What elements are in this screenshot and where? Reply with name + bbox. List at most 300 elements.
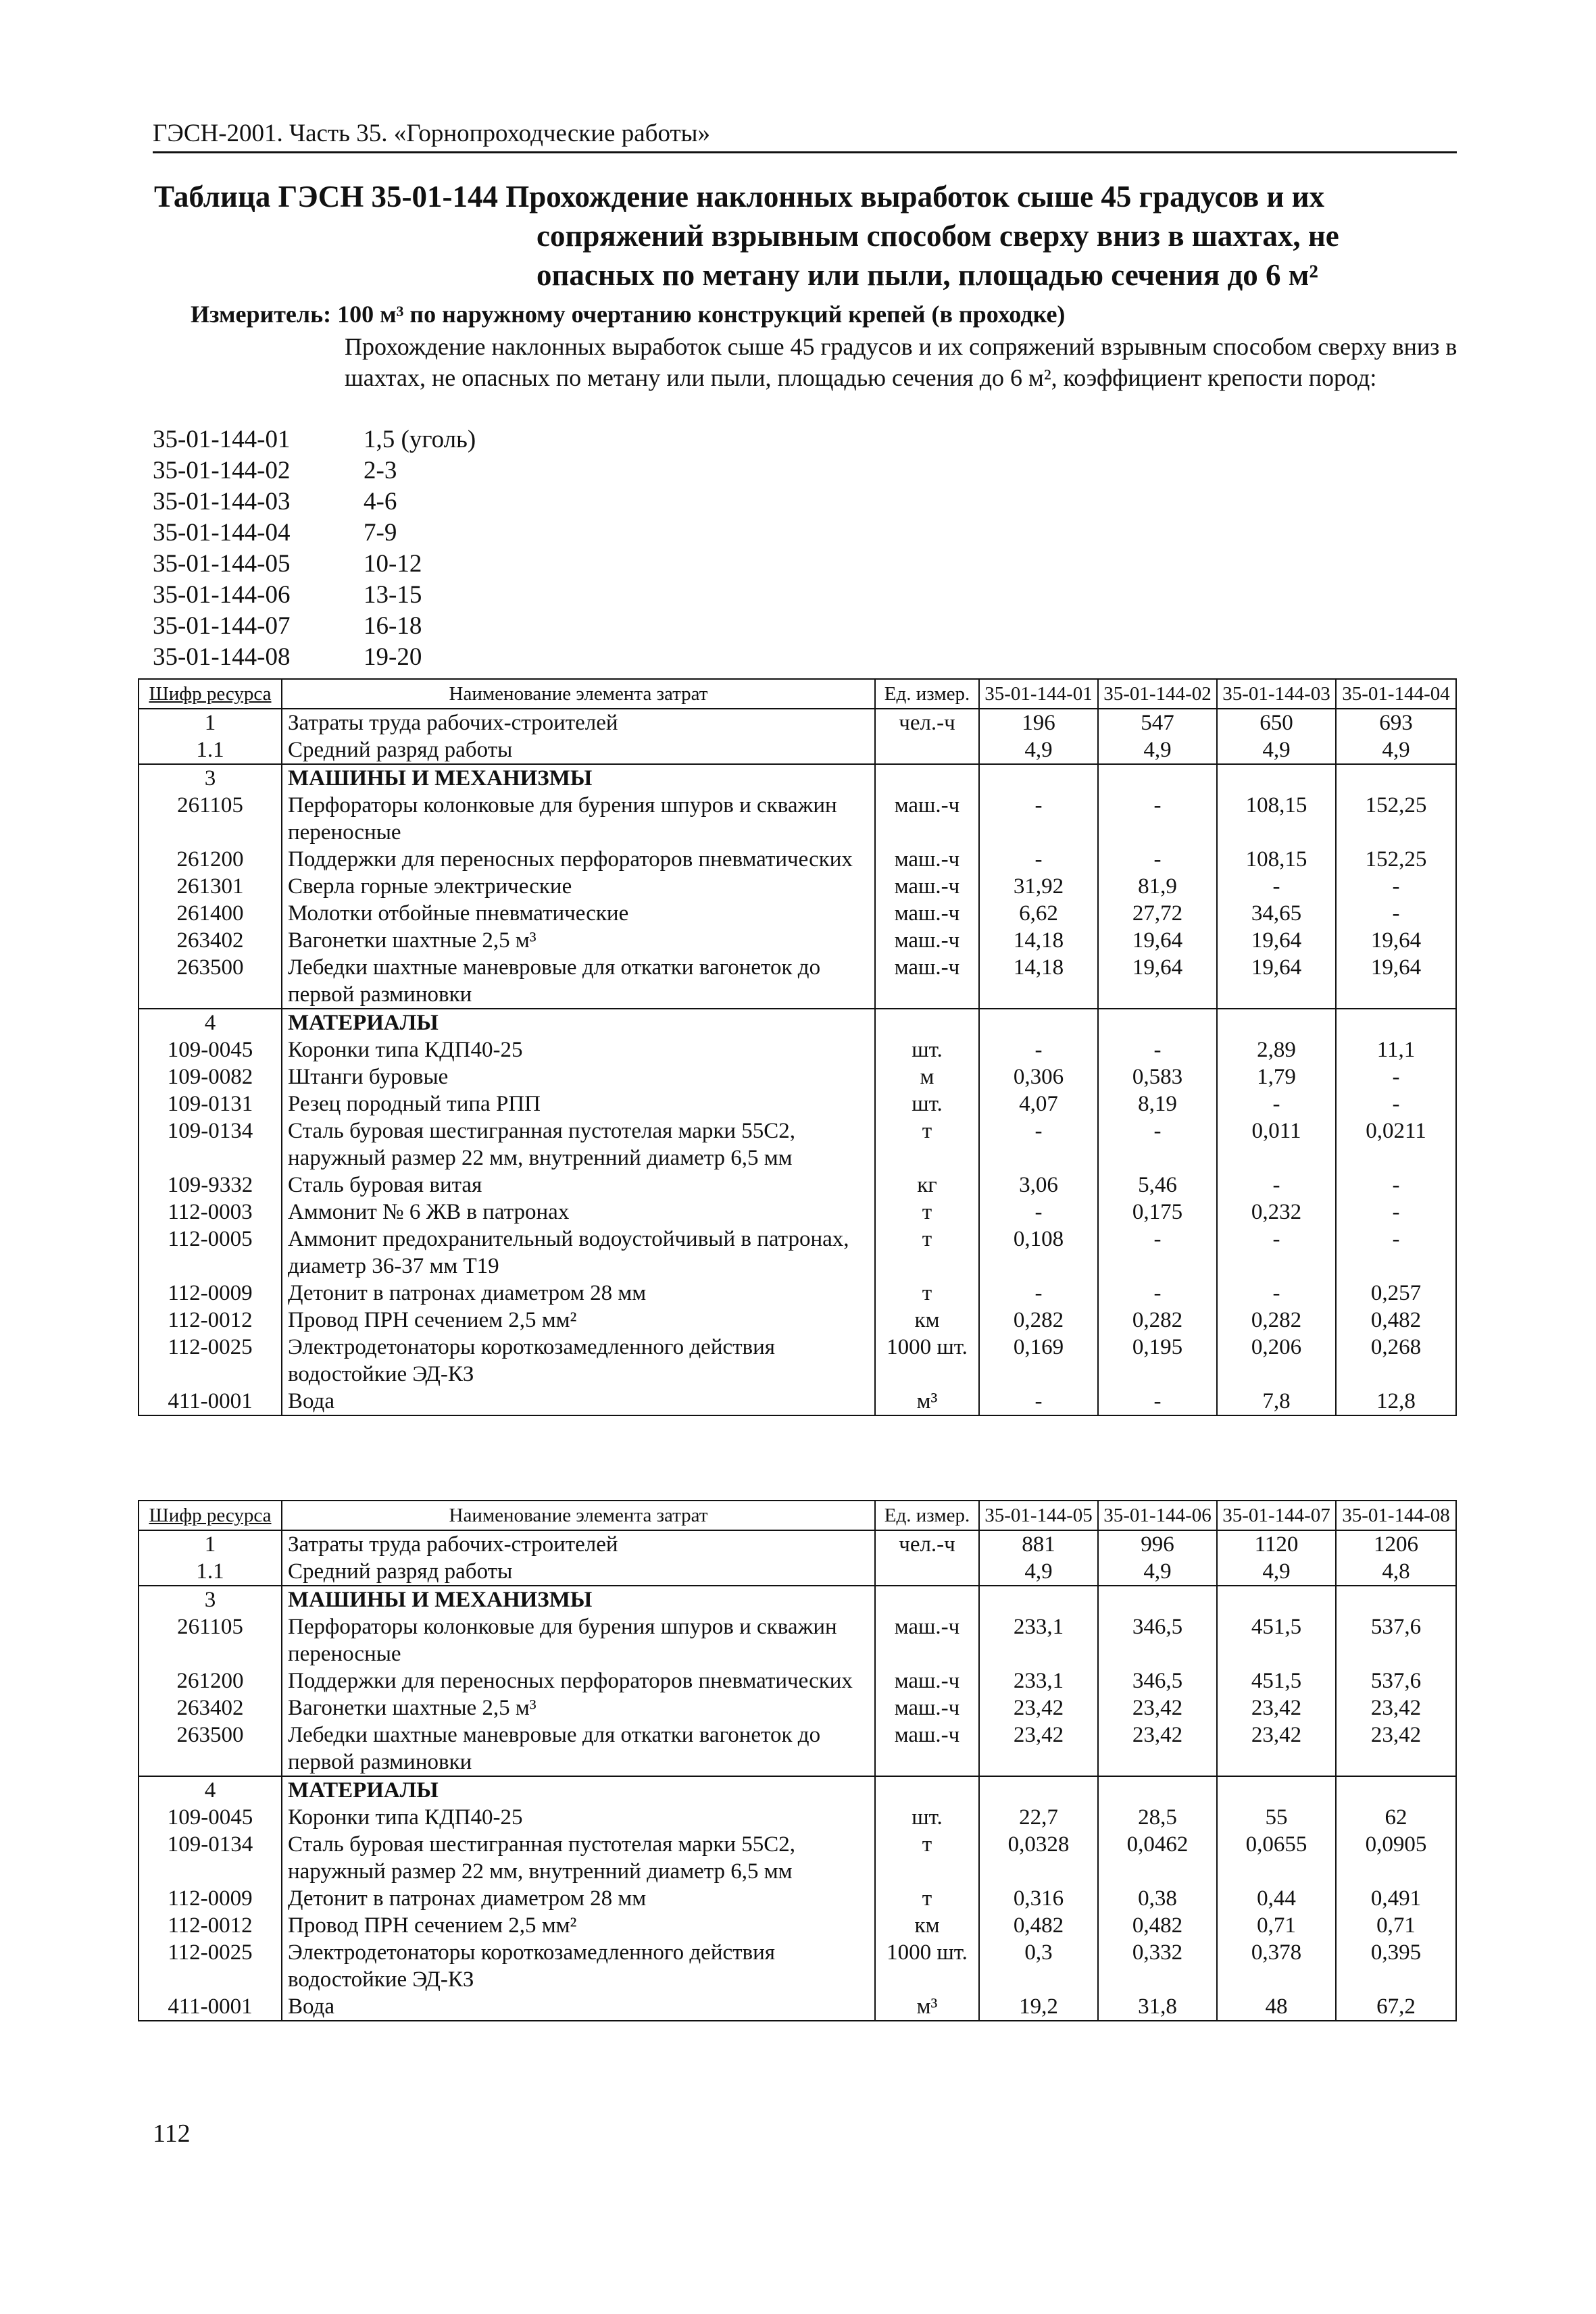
norm-value: 0,232: [1217, 1199, 1336, 1226]
norm-value: 5,46: [1098, 1172, 1217, 1199]
resource-code: 411-0001: [139, 1993, 282, 2021]
norm-value: 0,306: [979, 1063, 1098, 1090]
unit-of-measure: маш.-ч: [875, 1667, 979, 1694]
norm-value: -: [1336, 900, 1456, 927]
norm-value: 0,491: [1336, 1885, 1456, 1912]
norm-value: 537,6: [1336, 1613, 1456, 1667]
code-list-item: [153, 518, 476, 549]
norm-value: 48: [1217, 1993, 1336, 2021]
norm-value: 27,72: [1098, 900, 1217, 927]
norm-value: 4,9: [1217, 1558, 1336, 1586]
resource-code: 109-0082: [139, 1063, 282, 1090]
resource-code: 263402: [139, 927, 282, 954]
unit-of-measure: [875, 1776, 979, 1804]
running-header: ГЭСН-2001. Часть 35. «Горнопроходческие работы»: [153, 120, 711, 147]
resource-code: 109-0134: [139, 1117, 282, 1172]
norm-value: -: [1336, 873, 1456, 900]
norm-value: 81,9: [1098, 873, 1217, 900]
resource-table-2: [138, 1500, 1457, 2021]
table-row: [139, 1226, 1456, 1280]
unit-of-measure: чел.-ч: [875, 709, 979, 736]
norm-value: 4,9: [1336, 736, 1456, 764]
norm-value: [979, 764, 1098, 792]
resource-code: 3: [139, 764, 282, 792]
norm-value: [1217, 1586, 1336, 1613]
norm-value: [1336, 764, 1456, 792]
unit-of-measure: т: [875, 1831, 979, 1885]
norm-value: 346,5: [1098, 1667, 1217, 1694]
table-row: [139, 900, 1456, 927]
norm-value: -: [1098, 792, 1217, 846]
resource-code: 261301: [139, 873, 282, 900]
header-code: Шифр ресурса: [139, 679, 282, 709]
table-header-row: [139, 679, 1456, 709]
unit-of-measure: т: [875, 1199, 979, 1226]
norm-value: 451,5: [1217, 1613, 1336, 1667]
norm-value: 233,1: [979, 1667, 1098, 1694]
norm-value: 0,0655: [1217, 1831, 1336, 1885]
norm-value: 23,42: [1217, 1721, 1336, 1776]
norm-value: -: [1336, 1226, 1456, 1280]
cost-element-name: Детонит в патронах диаметром 28 мм: [282, 1885, 875, 1912]
norm-value: 0,0328: [979, 1831, 1098, 1885]
resource-code: 109-0045: [139, 1036, 282, 1063]
norm-value: 0,44: [1217, 1885, 1336, 1912]
unit-of-measure: т: [875, 1226, 979, 1280]
code-list-item: [153, 580, 476, 611]
table-row: [139, 736, 1456, 764]
cost-element-name: МАШИНЫ И МЕХАНИЗМЫ: [282, 764, 875, 792]
norm-value: 2,89: [1217, 1036, 1336, 1063]
resource-code: 112-0025: [139, 1939, 282, 1993]
norm-value: [979, 1009, 1098, 1036]
page-number: 112: [153, 2119, 191, 2148]
norm-value: -: [1098, 1388, 1217, 1415]
work-description: Прохождение наклонных выработок сыше 45 градусов и их сопряжений взрывным способом сверху вниз в шахтах, не опасных по метану или пыли, площадью сечения до 6 м², коэффициент крепости пород:: [345, 333, 1457, 391]
norm-value: 881: [979, 1530, 1098, 1558]
norm-value: 31,8: [1098, 1993, 1217, 2021]
norm-value: 23,42: [979, 1694, 1098, 1721]
norm-value: 6,62: [979, 900, 1098, 927]
table-row: [139, 1036, 1456, 1063]
cost-element-name: МАТЕРИАЛЫ: [282, 1776, 875, 1804]
table-row: [139, 846, 1456, 873]
cost-element-name: Резец породный типа РПП: [282, 1090, 875, 1117]
norm-value: -: [979, 792, 1098, 846]
cost-element-name: Провод ПРН сечением 2,5 мм²: [282, 1307, 875, 1334]
unit-of-measure: маш.-ч: [875, 1694, 979, 1721]
table-row: [139, 1530, 1456, 1558]
norm-value: 0,268: [1336, 1334, 1456, 1388]
unit-of-measure: маш.-ч: [875, 873, 979, 900]
norm-value: 14,18: [979, 954, 1098, 1009]
norm-value: 23,42: [1217, 1694, 1336, 1721]
norm-value: -: [979, 1388, 1098, 1415]
code-list-item: [153, 455, 476, 486]
resource-code: 112-0009: [139, 1885, 282, 1912]
resource-code: 1: [139, 1530, 282, 1558]
norm-value: -: [1098, 1036, 1217, 1063]
norm-value: 8,19: [1098, 1090, 1217, 1117]
norm-value: -: [1217, 1280, 1336, 1307]
table-row: [139, 1912, 1456, 1939]
unit-of-measure: км: [875, 1307, 979, 1334]
resource-code: 261200: [139, 846, 282, 873]
code-number: 35-01-144-03: [153, 488, 291, 515]
table-row: [139, 1885, 1456, 1912]
unit-of-measure: 1000 шт.: [875, 1334, 979, 1388]
cost-element-name: МАШИНЫ И МЕХАНИЗМЫ: [282, 1586, 875, 1613]
table-row: [139, 1721, 1456, 1776]
unit-of-measure: маш.-ч: [875, 1721, 979, 1776]
norm-value: 233,1: [979, 1613, 1098, 1667]
table-title: [154, 177, 1451, 295]
norm-value: 23,42: [1336, 1721, 1456, 1776]
norm-value: 0,583: [1098, 1063, 1217, 1090]
unit-of-measure: чел.-ч: [875, 1530, 979, 1558]
norm-value: 19,64: [1098, 927, 1217, 954]
norm-value: 0,0462: [1098, 1831, 1217, 1885]
cost-element-name: Сверла горные электрические: [282, 873, 875, 900]
table-row: [139, 1586, 1456, 1613]
cost-element-name: Коронки типа КДП40-25: [282, 1036, 875, 1063]
norm-value: 19,64: [1098, 954, 1217, 1009]
norm-value: 152,25: [1336, 792, 1456, 846]
table-row: [139, 1063, 1456, 1090]
resource-code: 1.1: [139, 1558, 282, 1586]
norm-value: 4,9: [979, 1558, 1098, 1586]
cost-element-name: Вода: [282, 1388, 875, 1415]
norm-value: 0,332: [1098, 1939, 1217, 1993]
norm-value: 4,8: [1336, 1558, 1456, 1586]
resource-code: 112-0003: [139, 1199, 282, 1226]
norm-value: 23,42: [1336, 1694, 1456, 1721]
norm-value: 19,64: [1336, 927, 1456, 954]
norm-value: [1336, 1776, 1456, 1804]
norm-value: -: [1336, 1063, 1456, 1090]
norm-value: 0,395: [1336, 1939, 1456, 1993]
norm-value: 693: [1336, 709, 1456, 736]
resource-code: 261105: [139, 1613, 282, 1667]
norm-value: 19,64: [1336, 954, 1456, 1009]
norm-value: [979, 1586, 1098, 1613]
norm-value: -: [1336, 1090, 1456, 1117]
unit-of-measure: маш.-ч: [875, 846, 979, 873]
cost-element-name: Штанги буровые: [282, 1063, 875, 1090]
code-coefficient: 19-20: [364, 643, 422, 671]
code-list-item: [153, 611, 476, 642]
code-coefficient: 7-9: [364, 519, 397, 547]
cost-element-name: Сталь буровая шестигранная пустотелая марки 55С2, наружный размер 22 мм, внутренний диаметр 6,5 мм: [282, 1831, 875, 1885]
header-code: Шифр ресурса: [139, 1501, 282, 1530]
norm-value: 0,482: [1336, 1307, 1456, 1334]
header-unit: Ед. измер.: [875, 1501, 979, 1530]
header-col-1: 35-01-144-05: [979, 1501, 1098, 1530]
unit-of-measure: т: [875, 1117, 979, 1172]
cost-element-name: Детонит в патронах диаметром 28 мм: [282, 1280, 875, 1307]
cost-element-name: Поддержки для переносных перфораторов пневматических: [282, 1667, 875, 1694]
code-coefficient: 4-6: [364, 488, 397, 515]
table-row: [139, 709, 1456, 736]
norm-value: 4,07: [979, 1090, 1098, 1117]
header-col-3: 35-01-144-07: [1217, 1501, 1336, 1530]
cost-element-name: Провод ПРН сечением 2,5 мм²: [282, 1912, 875, 1939]
cost-element-name: Вагонетки шахтные 2,5 м³: [282, 1694, 875, 1721]
norm-value: 152,25: [1336, 846, 1456, 873]
title-line-2: сопряжений взрывным способом сверху вниз в шахтах, не: [537, 219, 1339, 253]
norm-value: -: [1098, 1117, 1217, 1172]
table-row: [139, 1117, 1456, 1172]
norm-value: 650: [1217, 709, 1336, 736]
table-row: [139, 1667, 1456, 1694]
norm-value: 0,282: [979, 1307, 1098, 1334]
norm-value: 0,175: [1098, 1199, 1217, 1226]
header-unit: Ед. измер.: [875, 679, 979, 709]
norm-value: [1217, 764, 1336, 792]
cost-element-name: МАТЕРИАЛЫ: [282, 1009, 875, 1036]
norm-value: 0,257: [1336, 1280, 1456, 1307]
norm-value: 346,5: [1098, 1613, 1217, 1667]
norm-value: 0,3: [979, 1939, 1098, 1993]
code-number: 35-01-144-02: [153, 457, 291, 484]
resource-code: 109-9332: [139, 1172, 282, 1199]
cost-element-name: Сталь буровая витая: [282, 1172, 875, 1199]
norm-value: 0,71: [1336, 1912, 1456, 1939]
norm-value: [1217, 1009, 1336, 1036]
cost-element-name: Перфораторы колонковые для бурения шпуров и скважин переносные: [282, 1613, 875, 1667]
resource-code: 112-0009: [139, 1280, 282, 1307]
norm-value: -: [979, 846, 1098, 873]
norm-value: -: [979, 1199, 1098, 1226]
resource-code: 112-0012: [139, 1307, 282, 1334]
code-list-item: [153, 486, 476, 518]
norm-value: -: [979, 1036, 1098, 1063]
norm-value: 55: [1217, 1804, 1336, 1831]
cost-element-name: Вагонетки шахтные 2,5 м³: [282, 927, 875, 954]
norm-value: 19,64: [1217, 927, 1336, 954]
norm-value: 0,169: [979, 1334, 1098, 1388]
unit-of-measure: маш.-ч: [875, 927, 979, 954]
code-list-item: [153, 424, 476, 455]
cost-element-name: Средний разряд работы: [282, 736, 875, 764]
unit-of-measure: маш.-ч: [875, 900, 979, 927]
norm-value: 547: [1098, 709, 1217, 736]
norm-value: 4,9: [1098, 736, 1217, 764]
norm-value: 0,378: [1217, 1939, 1336, 1993]
norm-value: 108,15: [1217, 792, 1336, 846]
norm-value: 0,282: [1217, 1307, 1336, 1334]
norm-value: 34,65: [1217, 900, 1336, 927]
table-row: [139, 1694, 1456, 1721]
table-row: [139, 1280, 1456, 1307]
code-list: [153, 424, 476, 673]
norm-value: 7,8: [1217, 1388, 1336, 1415]
norm-value: 0,316: [979, 1885, 1098, 1912]
unit-of-measure: м³: [875, 1993, 979, 2021]
norm-value: -: [1336, 1172, 1456, 1199]
resource-code: 261105: [139, 792, 282, 846]
unit-of-measure: кг: [875, 1172, 979, 1199]
unit-of-measure: км: [875, 1912, 979, 1939]
norm-value: 0,0211: [1336, 1117, 1456, 1172]
table-row: [139, 792, 1456, 846]
resource-code: 112-0012: [139, 1912, 282, 1939]
norm-value: -: [1098, 1226, 1217, 1280]
cost-element-name: Электродетонаторы короткозамедленного действия водостойкие ЭД-КЗ: [282, 1939, 875, 1993]
norm-value: -: [1217, 1226, 1336, 1280]
norm-value: 14,18: [979, 927, 1098, 954]
resource-code: 112-0005: [139, 1226, 282, 1280]
norm-value: 23,42: [979, 1721, 1098, 1776]
code-number: 35-01-144-07: [153, 612, 291, 640]
norm-value: 108,15: [1217, 846, 1336, 873]
header-col-4: 35-01-144-04: [1336, 679, 1456, 709]
resource-code: 112-0025: [139, 1334, 282, 1388]
code-number: 35-01-144-05: [153, 550, 291, 578]
table-row: [139, 927, 1456, 954]
cost-element-name: Аммонит предохранительный водоустойчивый в патронах, диаметр 36-37 мм Т19: [282, 1226, 875, 1280]
norm-value: 28,5: [1098, 1804, 1217, 1831]
header-name: Наименование элемента затрат: [282, 679, 875, 709]
table-row: [139, 1388, 1456, 1415]
table-row: [139, 1307, 1456, 1334]
norm-value: 0,0905: [1336, 1831, 1456, 1885]
table-row: [139, 954, 1456, 1009]
norm-value: 537,6: [1336, 1667, 1456, 1694]
norm-value: 0,282: [1098, 1307, 1217, 1334]
header-rule: [153, 151, 1457, 153]
norm-value: 3,06: [979, 1172, 1098, 1199]
norm-value: 4,9: [979, 736, 1098, 764]
resource-code: 261400: [139, 900, 282, 927]
code-coefficient: 13-15: [364, 581, 422, 609]
norm-value: -: [1217, 1172, 1336, 1199]
code-coefficient: 1,5 (уголь): [364, 426, 476, 453]
resource-code: 109-0131: [139, 1090, 282, 1117]
resource-code: 261200: [139, 1667, 282, 1694]
unit-of-measure: т: [875, 1280, 979, 1307]
cost-element-name: Аммонит № 6 ЖВ в патронах: [282, 1199, 875, 1226]
norm-value: 19,2: [979, 1993, 1098, 2021]
norm-value: 196: [979, 709, 1098, 736]
table-row: [139, 873, 1456, 900]
unit-of-measure: [875, 1009, 979, 1036]
norm-value: 23,42: [1098, 1721, 1217, 1776]
unit-of-measure: маш.-ч: [875, 1613, 979, 1667]
table-row: [139, 1009, 1456, 1036]
norm-value: -: [1217, 873, 1336, 900]
unit-of-measure: [875, 1558, 979, 1586]
norm-value: 451,5: [1217, 1667, 1336, 1694]
cost-element-name: Поддержки для переносных перфораторов пневматических: [282, 846, 875, 873]
norm-value: 1206: [1336, 1530, 1456, 1558]
cost-element-name: Перфораторы колонковые для бурения шпуров и скважин переносные: [282, 792, 875, 846]
unit-of-measure: шт.: [875, 1090, 979, 1117]
code-number: 35-01-144-06: [153, 581, 291, 609]
unit-of-measure: [875, 1586, 979, 1613]
table-row: [139, 1172, 1456, 1199]
cost-element-name: Электродетонаторы короткозамедленного действия водостойкие ЭД-КЗ: [282, 1334, 875, 1388]
norm-value: 67,2: [1336, 1993, 1456, 2021]
norm-value: 1120: [1217, 1530, 1336, 1558]
resource-code: 1.1: [139, 736, 282, 764]
table-row: [139, 1613, 1456, 1667]
cost-element-name: Затраты труда рабочих-строителей: [282, 709, 875, 736]
table-row: [139, 1334, 1456, 1388]
norm-value: [1098, 1009, 1217, 1036]
unit-of-measure: т: [875, 1885, 979, 1912]
measure-unit: Измеритель: 100 м³ по наружному очертанию конструкций крепей (в проходке): [191, 301, 1066, 328]
cost-element-name: Затраты труда рабочих-строителей: [282, 1530, 875, 1558]
code-coefficient: 10-12: [364, 550, 422, 578]
code-list-item: [153, 549, 476, 580]
unit-of-measure: 1000 шт.: [875, 1939, 979, 1993]
norm-value: 12,8: [1336, 1388, 1456, 1415]
norm-value: [979, 1776, 1098, 1804]
unit-of-measure: шт.: [875, 1804, 979, 1831]
resource-code: 1: [139, 709, 282, 736]
norm-value: 22,7: [979, 1804, 1098, 1831]
unit-of-measure: [875, 736, 979, 764]
code-coefficient: 16-18: [364, 612, 422, 640]
norm-value: [1098, 1776, 1217, 1804]
norm-value: 1,79: [1217, 1063, 1336, 1090]
header-col-1: 35-01-144-01: [979, 679, 1098, 709]
header-col-2: 35-01-144-06: [1098, 1501, 1217, 1530]
unit-of-measure: [875, 764, 979, 792]
code-number: 35-01-144-08: [153, 643, 291, 671]
unit-of-measure: м³: [875, 1388, 979, 1415]
table-row: [139, 1939, 1456, 1993]
table-row: [139, 764, 1456, 792]
norm-value: [1217, 1776, 1336, 1804]
resource-code: 263500: [139, 954, 282, 1009]
norm-value: 0,206: [1217, 1334, 1336, 1388]
header-name: Наименование элемента затрат: [282, 1501, 875, 1530]
norm-value: 19,64: [1217, 954, 1336, 1009]
norm-value: 4,9: [1217, 736, 1336, 764]
norm-value: 0,108: [979, 1226, 1098, 1280]
norm-value: -: [1336, 1199, 1456, 1226]
cost-element-name: Молотки отбойные пневматические: [282, 900, 875, 927]
norm-value: 4,9: [1098, 1558, 1217, 1586]
resource-table-1: [138, 678, 1457, 1416]
norm-value: 0,482: [979, 1912, 1098, 1939]
unit-of-measure: маш.-ч: [875, 792, 979, 846]
norm-value: [1336, 1586, 1456, 1613]
code-coefficient: 2-3: [364, 457, 397, 484]
unit-of-measure: шт.: [875, 1036, 979, 1063]
resource-code: 3: [139, 1586, 282, 1613]
code-number: 35-01-144-04: [153, 519, 291, 547]
title-line-1: Таблица ГЭСН 35-01-144 Прохождение наклонных выработок сыше 45 градусов и их: [154, 180, 1324, 213]
norm-value: 996: [1098, 1530, 1217, 1558]
cost-element-name: Сталь буровая шестигранная пустотелая марки 55С2, наружный размер 22 мм, внутренний диаметр 6,5 мм: [282, 1117, 875, 1172]
norm-value: [1098, 1586, 1217, 1613]
norm-value: 62: [1336, 1804, 1456, 1831]
norm-value: [1098, 764, 1217, 792]
cost-element-name: Лебедки шахтные маневровые для откатки вагонеток до первой разминовки: [282, 954, 875, 1009]
cost-element-name: Вода: [282, 1993, 875, 2021]
table-header-row: [139, 1501, 1456, 1530]
cost-element-name: Лебедки шахтные маневровые для откатки вагонеток до первой разминовки: [282, 1721, 875, 1776]
norm-value: -: [979, 1280, 1098, 1307]
norm-value: 0,195: [1098, 1334, 1217, 1388]
norm-value: -: [1098, 1280, 1217, 1307]
title-line-3: опасных по метану или пыли, площадью сечения до 6 м²: [537, 258, 1318, 292]
resource-code: 109-0134: [139, 1831, 282, 1885]
resource-code: 263402: [139, 1694, 282, 1721]
